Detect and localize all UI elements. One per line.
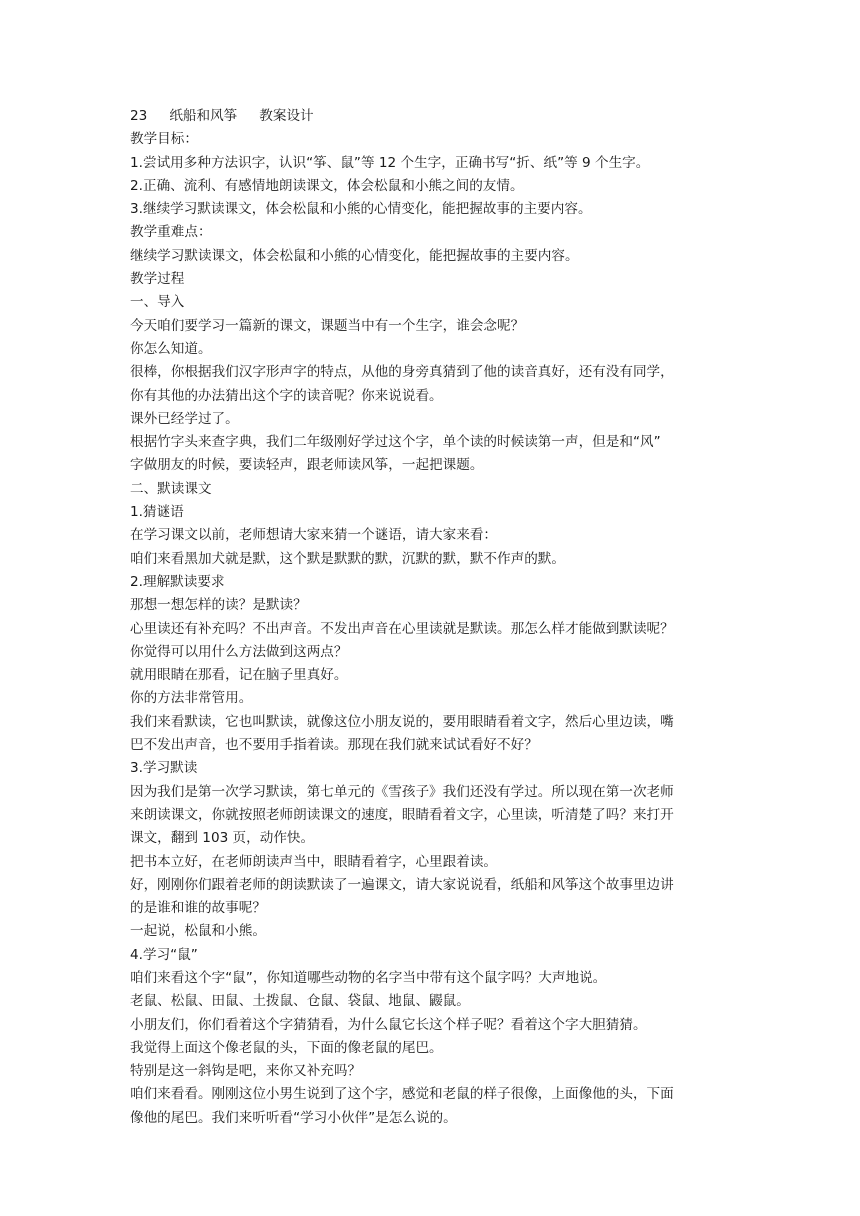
text-line: 课外已经学过了。 <box>130 410 239 427</box>
text-line: 今天咱们要学习一篇新的课文，课题当中有一个生字，谁会念呢？ <box>130 317 525 334</box>
text-line: 老鼠、松鼠、田鼠、土拨鼠、仓鼠、袋鼠、地鼠、鼹鼠。 <box>130 993 470 1010</box>
text-line: 二、默读课文 <box>130 480 212 497</box>
text-line: 2.理解默读要求 <box>130 573 225 590</box>
text-line: 因为我们是第一次学习默读，第七单元的《雪孩子》我们还没有学过。所以现在第一次老师 <box>130 783 674 800</box>
document-body <box>130 105 735 1130</box>
text-line: 我觉得上面这个像老鼠的头，下面的像老鼠的尾巴。 <box>130 1039 443 1056</box>
title-text: 纸船和风筝 <box>169 108 238 124</box>
text-line: 2.正确、流利、有感情地朗读课文，体会松鼠和小熊之间的友情。 <box>130 177 524 194</box>
text-line: 3.学习默读 <box>130 760 198 777</box>
text-line: 1.猜谜语 <box>130 504 184 521</box>
text-line: 3.继续学习默读课文，体会松鼠和小熊的心情变化，能把握故事的主要内容。 <box>130 201 592 218</box>
text-line: 很棒，你根据我们汉字形声字的特点，从他的身旁真猜到了他的读音真好，还有没有同学， <box>130 364 674 381</box>
text-line: 一、导入 <box>130 294 185 311</box>
text-line: 根据竹字头来查字典，我们二年级刚好学过这个字，单个读的时候读第一声，但是和“风” <box>130 434 661 451</box>
text-line: 咱们来看看。刚刚这位小男生说到了这个字，感觉和老鼠的样子很像，上面像他的头，下面 <box>130 1086 674 1103</box>
text-line: 就用眼睛在那看，记在脑子里真好。 <box>130 667 348 684</box>
text-line: 心里读还有补充吗？不出声音。不发出声音在心里读就是默读。那怎么样才能做到默读呢？ <box>130 620 674 637</box>
text-line: 把书本立好，在老师朗读声当中，眼睛看着字，心里跟着读。 <box>130 853 498 870</box>
text-line: 一起说，松鼠和小熊。 <box>130 923 266 940</box>
text-line: 特别是这一斜钩是吧，来你又补充吗？ <box>130 1063 362 1080</box>
text-line: 字做朋友的时候，要读轻声，跟老师读风筝，一起把课题。 <box>130 457 484 474</box>
title-number: 23 <box>130 108 148 124</box>
text-line: 我们来看默读，它也叫默读，就像这位小朋友说的，要用眼睛看着文字，然后心里边读，嘴 <box>130 713 674 730</box>
document-title <box>130 105 735 128</box>
text-line: 好，刚刚你们跟着老师的朗读默读了一遍课文，请大家说说看，纸船和风筝这个故事里边讲 <box>130 876 674 893</box>
text-line: 的是谁和谁的故事呢？ <box>130 900 266 917</box>
text-line: 4.学习“鼠” <box>130 946 198 963</box>
text-line: 你有其他的办法猜出这个字的读音呢？你来说说看。 <box>130 387 443 404</box>
text-line: 巴不发出声音，也不要用手指着读。那现在我们就来试试看好不好？ <box>130 737 538 754</box>
text-line: 1.尝试用多种方法识字，认识“筝、鼠”等 12 个生字，正确书写“折、纸”等 9 个生字。 <box>130 154 650 171</box>
text-line: 你觉得可以用什么方法做到这两点？ <box>130 643 348 660</box>
text-line: 继续学习默读课文，体会松鼠和小熊的心情变化，能把握故事的主要内容。 <box>130 247 579 264</box>
text-line: 像他的尾巴。我们来听听看“学习小伙伴”是怎么说的。 <box>130 1109 457 1126</box>
text-line: 你怎么知道。 <box>130 340 212 357</box>
text-line: 教学过程 <box>130 271 185 288</box>
text-line: 来朗读课文，你就按照老师朗读课文的速度，眼睛看着文字，心里读，听清楚了吗？来打开 <box>130 806 674 823</box>
text-line: 教学目标： <box>130 131 198 148</box>
text-line: 小朋友们，你们看着这个字猜猜看，为什么鼠它长这个样子呢？看着这个字大胆猜猜。 <box>130 1016 647 1033</box>
text-line: 咱们来看这个字“鼠”，你知道哪些动物的名字当中带有这个鼠字吗？大声地说。 <box>130 969 607 986</box>
text-line: 教学重难点： <box>130 224 212 241</box>
text-line: 课文，翻到 103 页，动作快。 <box>130 830 315 847</box>
text-line: 在学习课文以前，老师想请大家来猜一个谜语，请大家来看： <box>130 527 498 544</box>
text-line: 咱们来看黑加犬就是默，这个默是默默的默，沉默的默，默不作声的默。 <box>130 550 565 567</box>
text-line: 那想一想怎样的读？是默读？ <box>130 597 307 614</box>
text-line: 你的方法非常管用。 <box>130 690 253 707</box>
title-suffix: 教案设计 <box>259 108 314 124</box>
